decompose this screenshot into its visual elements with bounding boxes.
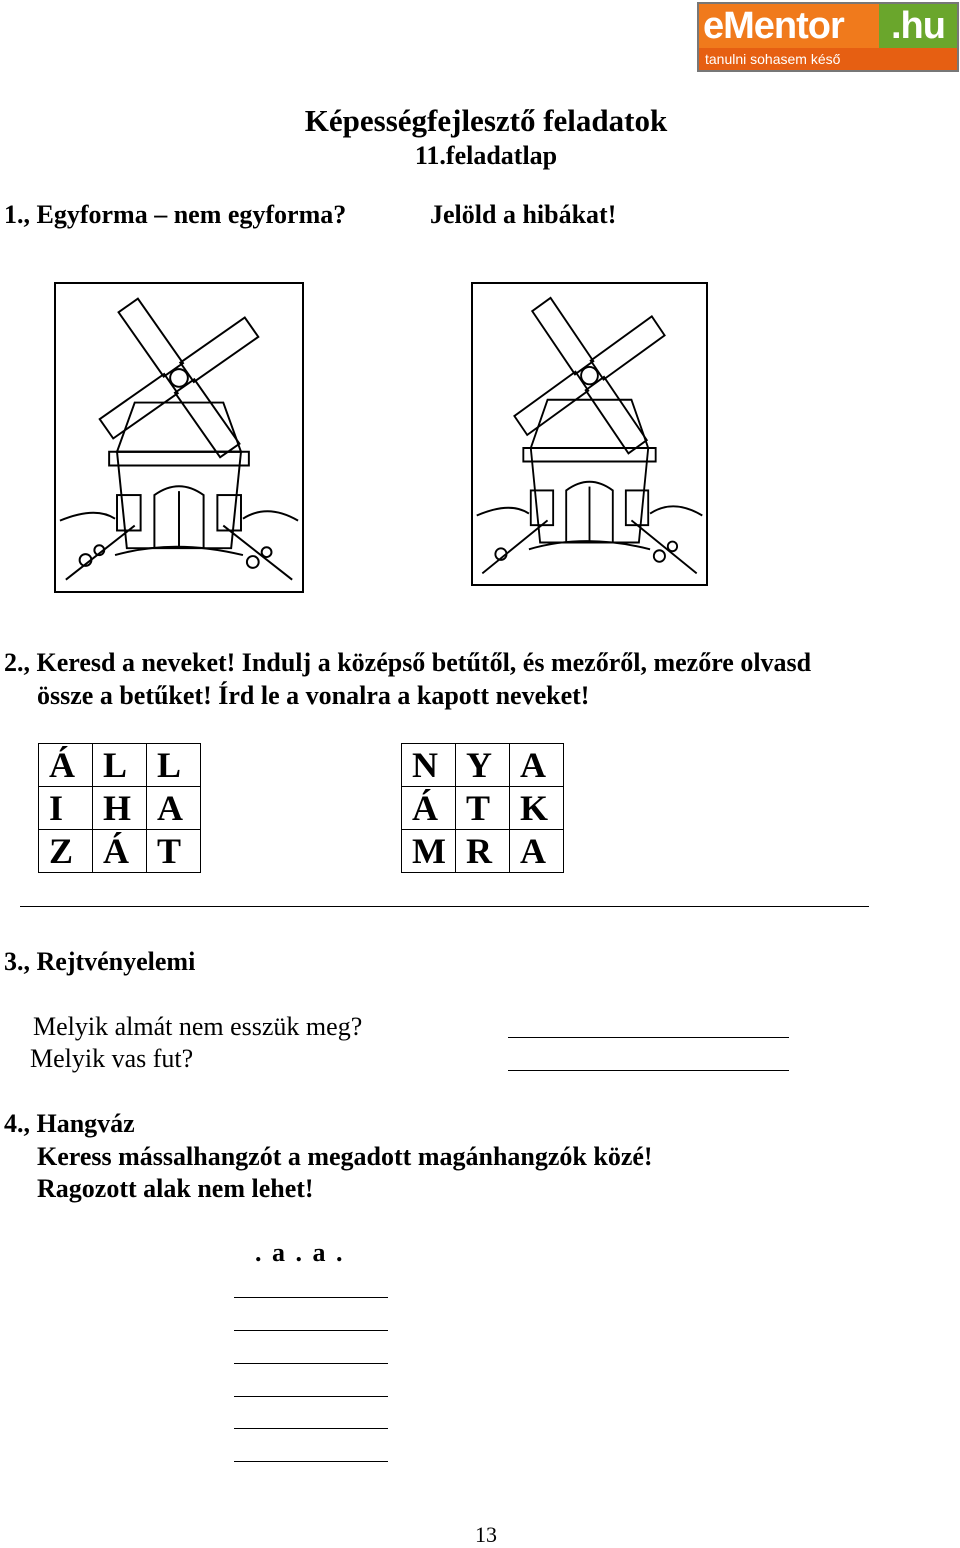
riddle-question-1: Melyik almát nem esszük meg? [33,1012,363,1041]
task3-heading: 3., Rejtvényelemi [4,947,196,976]
task1-dash: – [154,200,168,229]
riddle-question-2: Melyik vas fut? [30,1044,194,1073]
task4-heading: 4., Hangváz [4,1109,135,1138]
answer-line-word[interactable] [234,1428,388,1429]
letter-grid-right [401,743,564,873]
grid-cell: Á [402,787,456,830]
answer-line-riddle-1[interactable] [508,1037,789,1038]
grid-cell: Y [456,744,510,787]
answer-line-word[interactable] [234,1396,388,1397]
grid-cell: A [510,744,564,787]
ementor-logo [697,2,959,72]
task1-label: 1., Egyforma [4,200,148,229]
letter-grid-left [38,743,201,873]
grid-cell: K [510,787,564,830]
grid-cell: L [147,744,201,787]
task1-instruction: Jelöld a hibákat! [430,200,617,229]
letter-pattern: . a . a . [255,1238,343,1267]
task4-line2: Ragozott alak nem lehet! [37,1174,314,1203]
grid-cell: M [402,830,456,873]
answer-line-word[interactable] [234,1330,388,1331]
task1-heading [4,200,346,230]
answer-line-word[interactable] [234,1461,388,1462]
grid-cell: T [147,830,201,873]
page-subtitle: 11.feladatlap [414,141,558,170]
task1-question: nem egyforma? [173,200,347,229]
answer-line-names[interactable] [20,906,869,907]
grid-cell: A [510,830,564,873]
task2-line1: 2., Keresd a neveket! Indulj a középső betűtől, és mezőről, mezőre olvasd [4,648,812,677]
grid-cell: I [39,787,93,830]
grid-cell: L [93,744,147,787]
task4-line1: Keress mássalhangzót a megadott magánhangzók közé! [37,1142,653,1171]
grid-cell: Z [39,830,93,873]
windmill-picture-right [471,282,708,586]
grid-cell: Á [39,744,93,787]
grid-cell: A [147,787,201,830]
windmill-picture-left [54,282,304,593]
task2-line2: össze a betűket! Írd le a vonalra a kapott neveket! [37,681,590,710]
answer-line-word[interactable] [234,1363,388,1364]
answer-line-riddle-2[interactable] [508,1070,789,1071]
logo-tld: .hu [879,4,957,48]
logo-tagline: tanulni sohasem késő [699,48,957,70]
page-number: 13 [475,1522,497,1547]
page-title: Képességfejlesztő feladatok [304,103,668,138]
grid-cell: Á [93,830,147,873]
answer-line-word[interactable] [234,1297,388,1298]
grid-cell: R [456,830,510,873]
logo-name: eMentor [699,4,879,48]
grid-cell: H [93,787,147,830]
grid-cell: T [456,787,510,830]
grid-cell: N [402,744,456,787]
